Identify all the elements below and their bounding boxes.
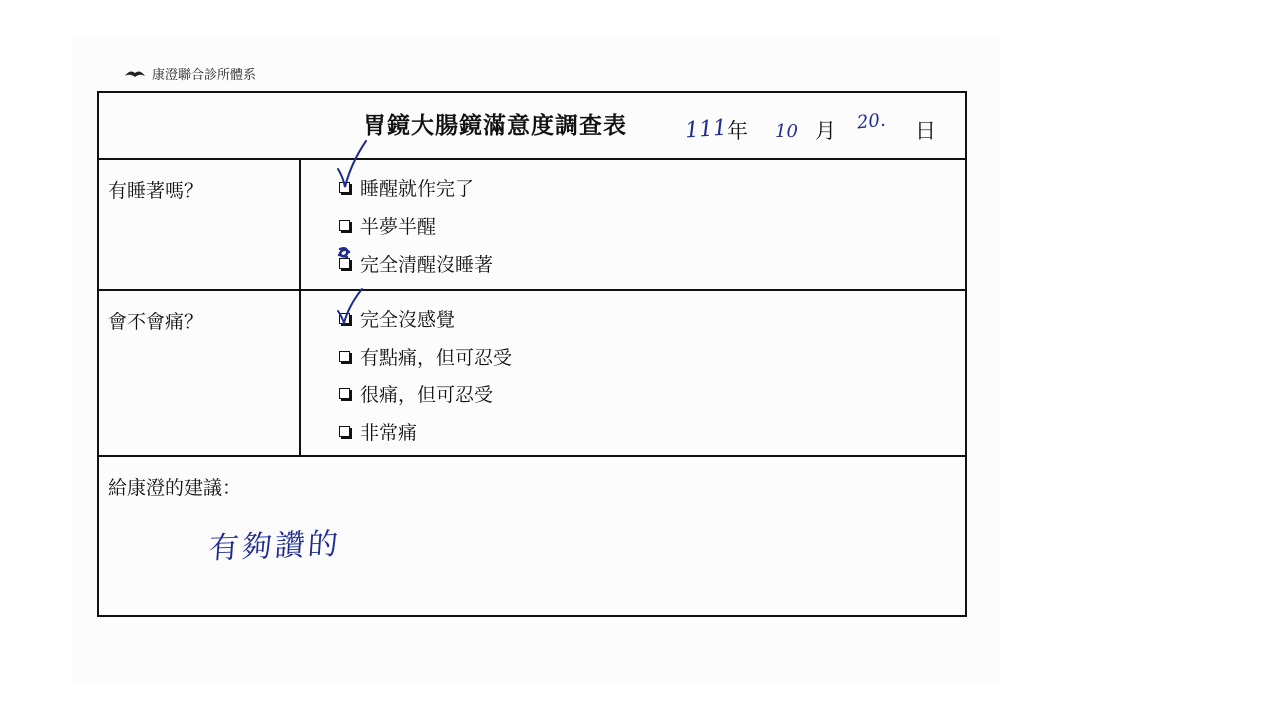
option-sleep-half-awake[interactable] xyxy=(339,212,436,238)
option-label: 半夢半醒 xyxy=(360,215,437,238)
year-handwritten: 111 xyxy=(684,115,728,144)
checkbox[interactable] xyxy=(339,220,350,231)
option-label: 非常痛 xyxy=(360,421,418,444)
handwritten-checkmark-icon xyxy=(335,287,365,329)
option-pain-severe[interactable] xyxy=(339,380,493,406)
checkbox[interactable] xyxy=(339,351,350,362)
day-handwritten: 20. xyxy=(855,109,887,134)
question-label-pain: 會不會痛？ xyxy=(108,311,204,333)
month-label: 月 xyxy=(815,119,836,143)
year-label: 年 xyxy=(727,119,748,143)
survey-form xyxy=(97,91,967,617)
option-label: 很痛，但可忍受 xyxy=(360,383,494,406)
option-sleep-fully-awake[interactable] xyxy=(339,250,493,276)
day-label: 日 xyxy=(915,119,936,143)
option-label: 完全清醒沒睡著 xyxy=(360,253,494,276)
checkbox[interactable] xyxy=(339,388,350,399)
month-handwritten: 10 xyxy=(775,121,798,142)
scribble-mark-icon xyxy=(335,243,355,267)
divider xyxy=(99,289,965,291)
checkbox[interactable] xyxy=(339,426,350,437)
divider xyxy=(99,158,965,160)
option-label: 睡醒就作完了 xyxy=(360,177,475,200)
option-pain-mild[interactable] xyxy=(339,343,512,369)
option-pain-extreme[interactable] xyxy=(339,418,417,444)
divider xyxy=(99,455,965,457)
book-logo-icon xyxy=(124,68,146,80)
option-label: 完全沒感覺 xyxy=(360,308,456,331)
brand-name: 康澄聯合診所體系 xyxy=(152,68,257,83)
divider xyxy=(299,159,301,456)
suggestion-handwritten: 有夠讚的 xyxy=(207,526,342,567)
handwritten-checkmark-icon xyxy=(335,139,369,195)
suggestion-label: 給康澄的建議： xyxy=(108,477,242,499)
option-label: 有點痛，但可忍受 xyxy=(360,346,513,369)
brand-header xyxy=(124,64,256,83)
form-title: 胃鏡大腸鏡滿意度調查表 xyxy=(363,113,627,139)
question-label-sleep: 有睡著嗎？ xyxy=(108,180,204,202)
